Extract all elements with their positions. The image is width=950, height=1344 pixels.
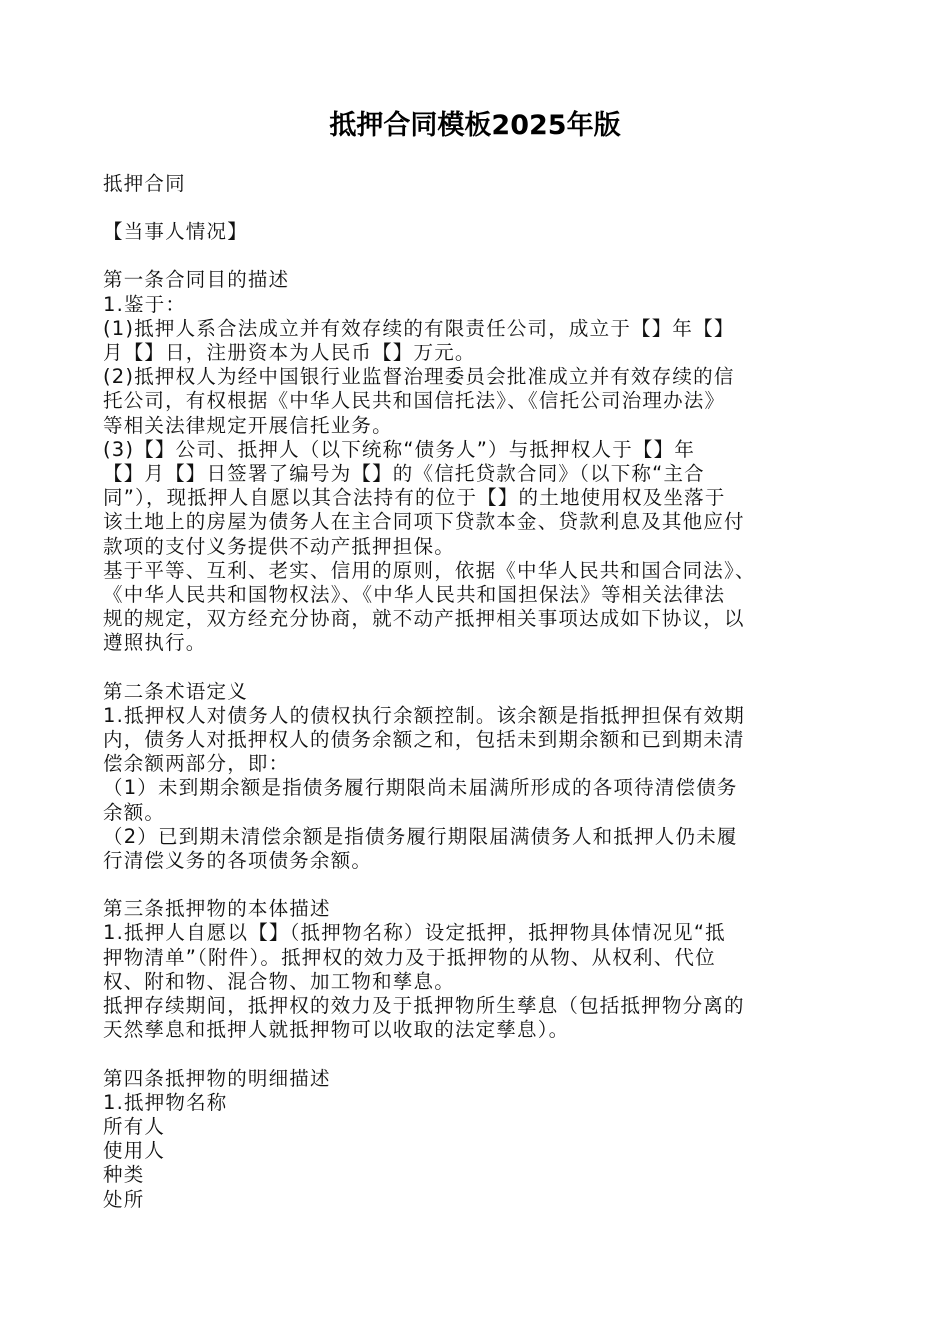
text-line: (3)【】公司、抵押人（以下统称“债务人”）与抵押权人于【】年 [103,437,696,461]
text-line: 第三条抵押物的本体描述 [103,897,331,921]
text-line: 同”），现抵押人自愿以其合法持有的位于【】的土地使用权及坐落于 [103,486,726,510]
document-title: 抵押合同模板2025年版 [329,110,621,141]
text-line: 所有人 [103,1114,166,1138]
text-line: 权、附和物、混合物、加工物和孳息。 [103,969,455,993]
text-line: 《中华人民共和国物权法》、《中华人民共和国担保法》等相关法律法 [103,583,726,607]
paragraph-gap [103,196,851,220]
text-line: 处所 [103,1187,145,1211]
paragraph-gap [103,244,851,268]
text-line: 偿余额两部分，即： [103,752,290,776]
text-line: 月【】日，注册资本为人民币【】万元。 [103,341,476,365]
text-line: （2）已到期未清偿余额是指债务履行期限届满债务人和抵押人仍未履 [103,824,738,848]
text-line: 基于平等、互利、老实、信用的原则，依据《中华人民共和国合同法》、 [103,558,756,582]
paragraph-gap [103,873,851,897]
text-line: 等相关法律规定开展信托业务。 [103,413,393,437]
text-line: 抵押存续期间，抵押权的效力及于抵押物所生孳息（包括抵押物分离的 [103,994,745,1018]
text-line: 使用人 [103,1139,166,1163]
text-line: 【当事人情况】 [103,220,248,244]
text-line: 第二条术语定义 [103,679,248,703]
text-line: 遵照执行。 [103,631,207,655]
text-line: 1.抵押权人对债务人的债权执行余额控制。该余额是指抵押担保有效期 [103,703,746,727]
text-line: 该土地上的房屋为债务人在主合同项下贷款本金、贷款利息及其他应付 [103,510,745,534]
text-line: (2)抵押权人为经中国银行业监督治理委员会批准成立并有效存续的信 [103,365,735,389]
document-body [103,172,851,1212]
text-line: 行清偿义务的各项债务余额。 [103,849,373,873]
text-line: 1.抵押人自愿以【】（抵押物名称）设定抵押，抵押物具体情况见“抵 [103,921,726,945]
text-line: （1）未到期余额是指债务履行期限尚未届满所形成的各项待清偿债务 [103,776,738,800]
text-line: 余额。 [103,800,166,824]
text-line: 1.抵押物名称 [103,1090,228,1114]
text-line: 第一条合同目的描述 [103,268,290,292]
paragraph-gap [103,1043,851,1067]
text-line: 【】月【】日签署了编号为【】的《信托贷款合同》（以下称“主合 [103,462,705,486]
text-line: (1)抵押人系合法成立并有效存续的有限责任公司，成立于【】年【】 [103,316,735,340]
paragraph-gap [103,656,851,680]
text-line: 种类 [103,1163,145,1187]
text-line: 1.鉴于： [103,292,187,316]
text-line: 款项的支付义务提供不动产抵押担保。 [103,534,455,558]
text-line: 内，债务人对抵押权人的债务余额之和，包括未到期余额和已到期未清 [103,728,745,752]
text-line: 规的规定，双方经充分协商，就不动产抵押相关事项达成如下协议，以 [103,607,745,631]
text-line: 抵押合同 [103,172,186,195]
text-line: 托公司，有权根据《中华人民共和国信托法》、《信托公司治理办法》 [103,389,726,413]
text-line: 天然孳息和抵押人就抵押物可以收取的法定孳息）。 [103,1018,570,1042]
text-line: 押物清单”（附件）。抵押权的效力及于抵押物的从物、从权利、代位 [103,945,716,969]
text-line: 第四条抵押物的明细描述 [103,1066,331,1090]
